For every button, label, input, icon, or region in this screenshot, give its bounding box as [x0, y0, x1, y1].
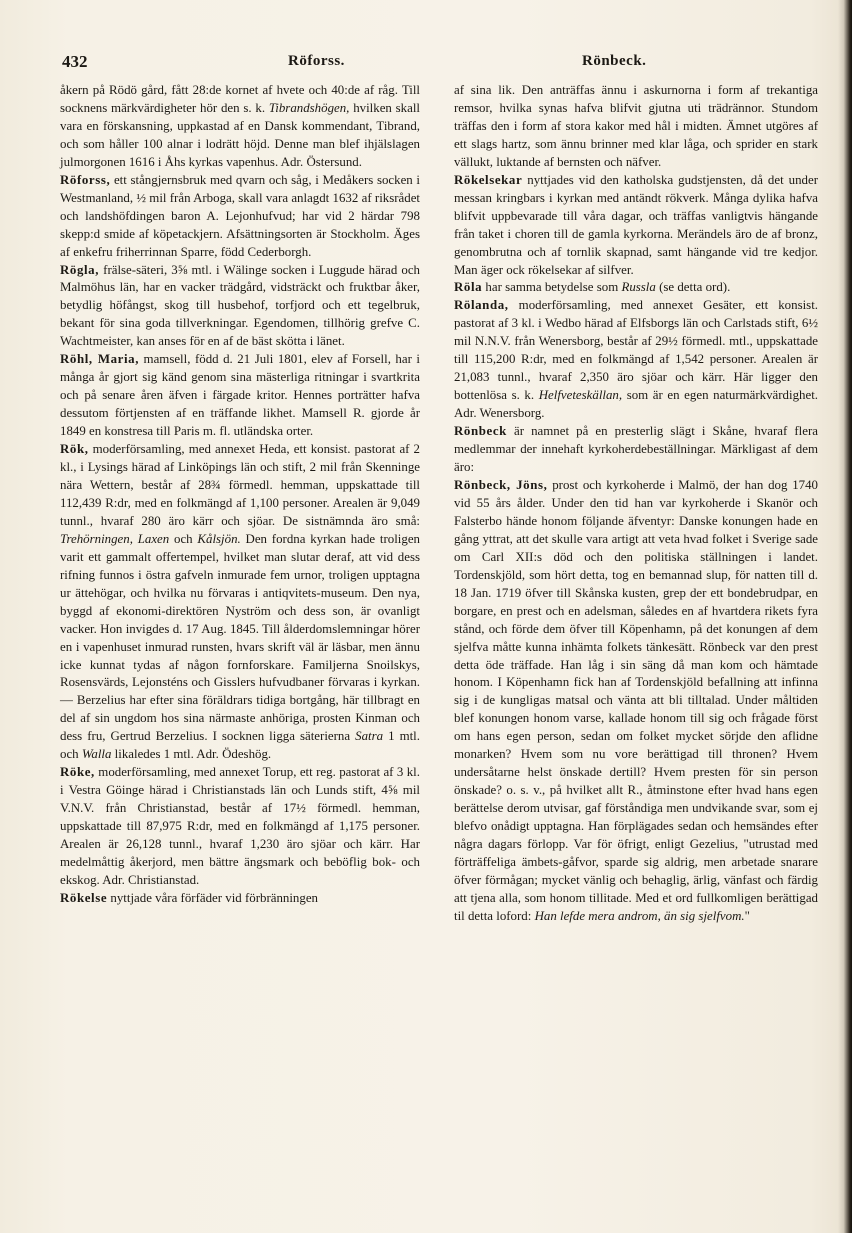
- entry-headword: Röforss,: [60, 172, 111, 187]
- running-header: [60, 52, 818, 76]
- entry-text: nyttjades vid den katholska gudstjensten, då det under messan kringbars i kyrkan med antändt rökverk. Många dylika hafva blifvit uppbevarade till våra dagar, och träffas vanligtvis hängande från taket i choren till de gamla kyrkorna. Merändels äro de af bronz, genombrutna och af tornlik skapnad, samt hängande vid tre kedjor. Man äger ock rökelsekar af silfver.: [454, 172, 818, 277]
- dictionary-entry: [454, 423, 818, 477]
- entry-headword: Röke,: [60, 765, 95, 780]
- left-column: [60, 82, 420, 908]
- entry-text: moderförsamling, med annexet Torup, ett reg. pastorat af 3 kl. i Vestra Göinge härad i Christianstads län och Lunds stift, 4⅝ mil V.N.V. från Christianstad, består af 17½ förmedl. hemman, uppskattade till 87,975 R:dr, med en folkmängd af 1,175 personer. Arealen är 26,128 tunnl., hvaraf 1,230 äro sjöar och kärr. Har medelmåttig åkerjord, men bättre ängsmark och beböflig bok- och ekskog. Adr. Christianstad.: [60, 765, 420, 887]
- italic-text: Russla: [621, 280, 656, 295]
- entry-text: moderförsamling, med annexet Heda, ett konsist. pastorat af 2 kl., i Lysings härad af Linköpings län och stift, 2 mil från Skenninge nära Wettern, består af 28¾ förmedl. hemman, uppskattade till 112,439 R:dr, med en folkmängd af 1,100 personer. Arealen är 9,049 tunnl., hvaraf 280 äro kärr och sjöar. De sistnämnda äro små:: [60, 442, 420, 528]
- italic-text: Walla: [81, 747, 112, 762]
- entry-text: och: [169, 531, 198, 546]
- entry-headword: Rölanda,: [454, 298, 509, 313]
- entry-headword: Rönbeck: [454, 424, 507, 439]
- entry-text: (se detta ord).: [655, 280, 731, 295]
- italic-text: Tibrandshögen,: [268, 100, 350, 115]
- entry-text: af sina lik. Den anträffas ännu i askurnorna i form af trekantiga remsor, hvilka synas hafva blifvit gjutna uti trädrännor. Stundom träffas den i form af stora kakor med hål i midten. Ämnet utgöres af ett slags hartz, som ännu brinner med klar låga, och sprider en stark vällukt, luktande af bernsten och näfver.: [454, 83, 818, 169]
- left-running-title: Röforss.: [288, 53, 345, 69]
- entry-headword: Rögla,: [60, 262, 100, 277]
- entry-text: är namnet på en presterlig slägt i Skåne, hvaraf flera medlemmar der innehaft kyrkoherdebeställningar. Märkligast af dem äro:: [454, 424, 818, 475]
- italic-text: Helfveteskällan,: [538, 388, 623, 403]
- entry-text: prost och kyrkoherde i Malmö, der han dog 1740 vid 55 års ålder. Under den tid han var kyrkoherde i Skanör och Falsterbo hände honom följande äfventyr: Danske konungen hade en gång yttrat, att det skulle vara artigt att veta hvad folket i Sverige sade om Carl XII:s död och den politiska ställningen i landet. Tordenskjöld, som hört detta, tog en bemannad slup, för natten till d. 18 Jan. 1719 öfver till Skånska kusten, grep der ett bondebrudpar, en borgare, en prest och en adelsman, således en af hvartdera rikets fyra stånd, och förde dem öfver till Köpenhamn, på det konungen af dem sjelfva måtte kunna inhämta folkets tänkesätt. Rönbeck var den prest detta öde träffade. Han låg i sin säng då man kom och hämtade honom. I Köpenhamn fick han af Tordenskjöld befallning att infinna sig i de kungligas matsal och vänta att bli tilltalad. Under måltiden blef konungen honom varse, kallade honom till sig och frågade först om hans egen person, sedan om folket mycket sörjde den aflidne monarken? Hvem som nu vore berättigad till thronen? Hvem undersåtarne helst önskade dertill? Hvem presten för sin person önskade? o. s. v., på hvilket allt R., åtminstone efter hvad hans egen berättelse derom utvisar, gaf förståndiga men undvikande svar, som ej blefvo onådigt upptagna. Han förplägades sedan och hemsändes efter några dagars förlopp. Var för öfrigt, enligt Gezelius, "utrustad med förträffeliga ämbets-gåfvor, sparde sig aldrig, men arbetade snarare öfver förmågan; mycket vänlig och behaglig, ärlig, vänfast och färdig att tjena alla, som honom tillitade. Med et ord fullkomligen berättigad til detta loford:: [454, 477, 818, 923]
- italic-text: Satra: [355, 729, 384, 744]
- dictionary-entry: [454, 297, 818, 423]
- entry-headword: Rökelsekar: [454, 172, 523, 187]
- entry-headword: Rökelse: [60, 890, 108, 905]
- entry-text: mamsell, född d. 21 Juli 1801, elev af Forsell, har i många år gjort sig känd genom sina mästerliga ritningar i svartkrita och på senare åren äfven i färgade kritor. Hennes porträtter hafva dessutom förtjensten af en träffande likhet. Mamsell R. gjorde år 1849 en konstresa till Paris m. fl. utländska orter.: [60, 352, 420, 439]
- entry-text: ": [744, 908, 750, 923]
- entry-text: moderförsamling, med annexet Gesäter, ett konsist. pastorat af 3 kl. i Wedbo härad af Elfsborgs län och Carlstads stift, 6½ mil N.N.V. från Wenersborg, består af 29½ förmedl. mtl., uppskattade till 115,200 R:dr, med en folkmängd af 1,542 personer. Arealen är 21,083 tunnl., hvaraf 2,350 äro sjöar och kärr. Här ligger den bottenlösa s. k.: [454, 298, 818, 403]
- dictionary-entry: [454, 477, 818, 926]
- page-number: 432: [62, 52, 88, 71]
- dictionary-entry: [60, 351, 420, 441]
- dictionary-entry: [60, 82, 420, 172]
- entry-headword: Rök,: [60, 442, 89, 457]
- dictionary-entry: [60, 441, 420, 764]
- entry-text: hvilken skall vara en förskansning, uppkastad af en Dansk kommendant, Tibrand, och som håller 100 alnar i lodrätt höjd. Denne man blef ihjälslagen julmorgonen 1616 i Åhs kyrkas vapenhus. Adr. Östersund.: [60, 100, 420, 169]
- entry-text: Den fordna kyrkan hade troligen varit ett gammalt offertempel, hvilket man slutar deraf, att vid dess rifning funnos i östra gafveln inmurade fem urnor, troligen upptagna ur ättehögar, och hvilka nu förvaras i antiqvitets-museum. Den nya, byggd af ekonomi-direktören Nyström och dess son, är ovanligt vacker. Hon invigdes d. 17 Aug. 1845. Till ålderdomslemningar hörer en i vapenhuset inmurad runsten, hvars skrift väl är läsbar, men ännu icke kunnat tydas af någon fornforskare. Familjerna Snoilskys, Rosensvärds, Lejonsténs och Gisslers hufvudbaner förvaras i kyrkan. — Berzelius har efter sina föräldrars tidiga bortgång, här tillbragt en del af sin ungdom hos sina närmaste anhöriga, prosten Kinman och dess fru, Gertrud Berzelius. I socknen ligga säterierna: [60, 531, 420, 744]
- right-running-title: Rönbeck.: [582, 53, 647, 69]
- italic-text: Trehörningen, Laxen: [60, 531, 170, 546]
- italic-text: Han lefde mera androm, än sig sjelfvom.: [534, 908, 745, 923]
- entry-text: 1 mtl. och: [60, 729, 420, 762]
- entry-text: ett stångjernsbruk med qvarn och såg, i Medåkers socken i Westmanland, ½ mil från Arboga, skall vara anlagdt 1632 af riksrådet och landshöfdingen baron A. Lejonhufvud; har vid 2 härdar 798 skepp:d smide af köpetackjern. Afsättningsorten är Stockholm. Äges af enkefru friherrinnan Sparre, född Cederborgh.: [60, 172, 420, 259]
- right-column: [454, 82, 818, 926]
- entry-headword: Rönbeck, Jöns,: [454, 477, 548, 492]
- dictionary-entry: [454, 279, 818, 297]
- entry-headword: Röhl, Maria,: [60, 352, 140, 367]
- dictionary-entry: [60, 764, 420, 890]
- entry-text: frälse-säteri, 3⅝ mtl. i Wälinge socken i Luggude härad och Malmöhus län, har en vacker trädgård, vidsträckt och fruktbar åker, betydlig höfångst, skog till husbehof, torfjord och ett tegelbruk, bekant för sina goda tillverkningar. Egendomen, tillhörig grefve C. Wachtmeister, kan anses för en af de bäst skötta i länet.: [60, 262, 420, 349]
- dictionary-entry: [454, 172, 818, 280]
- italic-text: Kålsjön.: [197, 531, 241, 546]
- entry-text: har samma betydelse som: [482, 280, 622, 295]
- dictionary-entry: [454, 82, 818, 172]
- dictionary-entry: [60, 890, 420, 908]
- entry-text: nyttjade våra förfäder vid förbränningen: [107, 890, 318, 905]
- dictionary-entry: [60, 172, 420, 262]
- entry-headword: Röla: [454, 280, 483, 295]
- entry-text: som är en egen naturmärkvärdighet. Adr. Wenersborg.: [454, 388, 818, 421]
- page-edge-shadow: [838, 0, 852, 1233]
- dictionary-entry: [60, 262, 420, 352]
- entry-text: åkern på Rödö gård, fått 28:de kornet af hvete och 40:de af råg. Till socknens märkvärdigheter hör den s. k.: [60, 83, 420, 115]
- entry-text: likaledes 1 mtl. Adr. Ödeshög.: [111, 747, 272, 762]
